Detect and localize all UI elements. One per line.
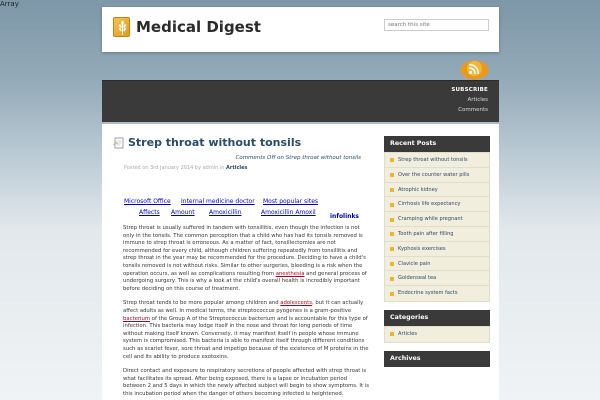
bullet-icon	[390, 262, 394, 266]
recent-post-label: Clavicle pain	[398, 260, 431, 267]
paragraph-1	[123, 225, 371, 293]
recent-post-label: Tooth pain after filling	[398, 230, 454, 237]
comments-off-note	[131, 155, 361, 161]
recent-post-label: Atrophic kidney	[398, 186, 438, 193]
paragraph-1-text-a: Strep throat is usually suffered in tandem with tonsillitis, even though the infection is not only in the tonsils. The common perception that a child who has had its tonsils removed is immune to strep throat is erroneous. As a matter of fact, tonsillectomies are not recommended for every child, although children suffering repeatedly from tonsillitis and strep throat in the year may be recommended for the procedure. Deciding to have a child's tonsils removed is not without risks. Similar to other surgeries, bleeding is a risk when the operation occurs, as well as complications resulting from	[123, 225, 366, 277]
link-anesthesia[interactable]: anesthesia	[275, 270, 305, 277]
archives-heading: Archives	[384, 351, 490, 367]
post-meta	[124, 165, 248, 171]
recent-post-item[interactable]	[385, 271, 489, 286]
ad-link-amount[interactable]: Amount	[171, 209, 195, 216]
bullet-icon	[390, 292, 394, 296]
recent-post-item[interactable]	[385, 227, 489, 242]
site-title[interactable]: Medical Digest	[136, 18, 261, 36]
recent-post-item[interactable]	[385, 212, 489, 227]
recent-post-label: Goldenseal tea	[398, 275, 437, 282]
nav-articles-link[interactable]: Articles	[467, 97, 488, 103]
recent-post-item[interactable]	[385, 257, 489, 272]
bullet-icon	[390, 218, 394, 222]
paragraph-1-text-b: and general process of undergoing surgery. This is why a look at the child's overall health is incredibly important before deciding on this course of treatment.	[123, 270, 367, 292]
recent-posts-list	[384, 152, 490, 302]
document-icon	[113, 137, 125, 149]
bullet-icon	[390, 232, 394, 236]
bullet-icon	[390, 332, 394, 336]
recent-post-item[interactable]	[385, 286, 489, 301]
ad-link-affects[interactable]: Affects	[139, 209, 160, 216]
ad-link-microsoft-office[interactable]: Microsoft Office	[124, 198, 171, 205]
recent-post-label: Cramping while pregnant	[398, 216, 463, 223]
rss-feed-icon[interactable]	[460, 58, 489, 80]
recent-posts-heading: Recent Posts	[384, 136, 490, 152]
nav-comments-link[interactable]: Comments	[458, 107, 488, 113]
recent-post-label: Kyphosis exercises	[398, 245, 446, 252]
recent-post-item[interactable]	[385, 153, 489, 168]
sidebar	[384, 136, 490, 367]
recent-post-item[interactable]	[385, 242, 489, 257]
site-header	[102, 7, 499, 52]
bullet-icon	[390, 173, 394, 177]
ad-link-popular-sites[interactable]: Most popular sites	[263, 198, 319, 205]
categories-heading: Categories	[384, 310, 490, 326]
post-meta-text: Posted on 3rd January 2014 by admin in	[124, 165, 227, 171]
recent-post-label: Cirrhosis life expectancy	[398, 201, 461, 208]
recent-post-item[interactable]	[385, 183, 489, 198]
bullet-icon	[390, 277, 394, 281]
main-panel	[102, 124, 499, 400]
recent-post-item[interactable]	[385, 197, 489, 212]
bullet-icon	[390, 188, 394, 192]
recent-post-item[interactable]	[385, 168, 489, 183]
navigation-bar	[102, 80, 499, 122]
comments-off-suffix: on Strep throat without tonsils	[275, 155, 361, 161]
wheat-logo-icon[interactable]	[113, 17, 130, 37]
category-label: Articles	[398, 330, 417, 337]
bullet-icon	[390, 158, 394, 162]
categories-list	[384, 326, 490, 343]
paragraph-2	[123, 300, 371, 361]
post-category-link[interactable]: Articles	[226, 165, 248, 171]
debug-array-text: Array	[0, 0, 19, 8]
category-item-articles[interactable]	[385, 327, 489, 342]
comments-off-label: Comments Off	[235, 155, 276, 161]
ad-link-internal-medicine[interactable]: Internal medicine doctor	[181, 198, 255, 205]
bullet-icon	[390, 203, 394, 207]
paragraph-2-text-c: of the Group A of the Streptococcus bacterium and is accountable for this type of infection. This bacteria may lodge itself in the nose and throat for long periods of time without making itself known. Conversely, it may manifest itself in people whose immune system is compromised. This bacteria is able to manifest itself through different conditions such as scarlet fever, sore throat and impetigo because of the existence of M proteins in the cell and its ability to produce exotoxins.	[123, 315, 369, 360]
paragraph-2-text-b: , but it can actually affect adults as well. In medical terms, the streptococcus pyogenes is a gram-positive	[123, 300, 364, 314]
post-title[interactable]: Strep throat without tonsils	[128, 136, 302, 149]
infolinks-logo[interactable]: infolinks	[330, 213, 360, 220]
recent-post-label: Over the counter water pills	[398, 171, 470, 178]
search-input[interactable]	[384, 19, 489, 31]
paragraph-2-text-a: Strep throat tends to be more popular among children and	[123, 300, 281, 307]
ad-link-amoxicillin-amoxil[interactable]: Amoxicillin Amoxil	[261, 209, 316, 216]
subscribe-heading: SUBSCRIBE	[451, 87, 488, 93]
post-body	[123, 225, 371, 400]
recent-post-label: Endocrine system facts	[398, 290, 458, 297]
recent-post-label: Strep throat without tonsils	[398, 157, 468, 163]
ad-link-amoxicillin[interactable]: Amoxicillin	[209, 209, 242, 216]
bullet-icon	[390, 247, 394, 251]
paragraph-3: Direct contact and exposure to respiratory secretions of people affected with strep throat is what facilitates its spread. After being exposed, there is a lapse or incubation period between 2 and 5 days in which the newly affected subject will begin to show symptoms. It is this incubation period when the danger of others becoming infected is heightened.	[123, 368, 369, 397]
link-bacterium[interactable]: bacterium	[123, 315, 151, 322]
link-adolescents[interactable]: adolescents	[280, 300, 313, 307]
